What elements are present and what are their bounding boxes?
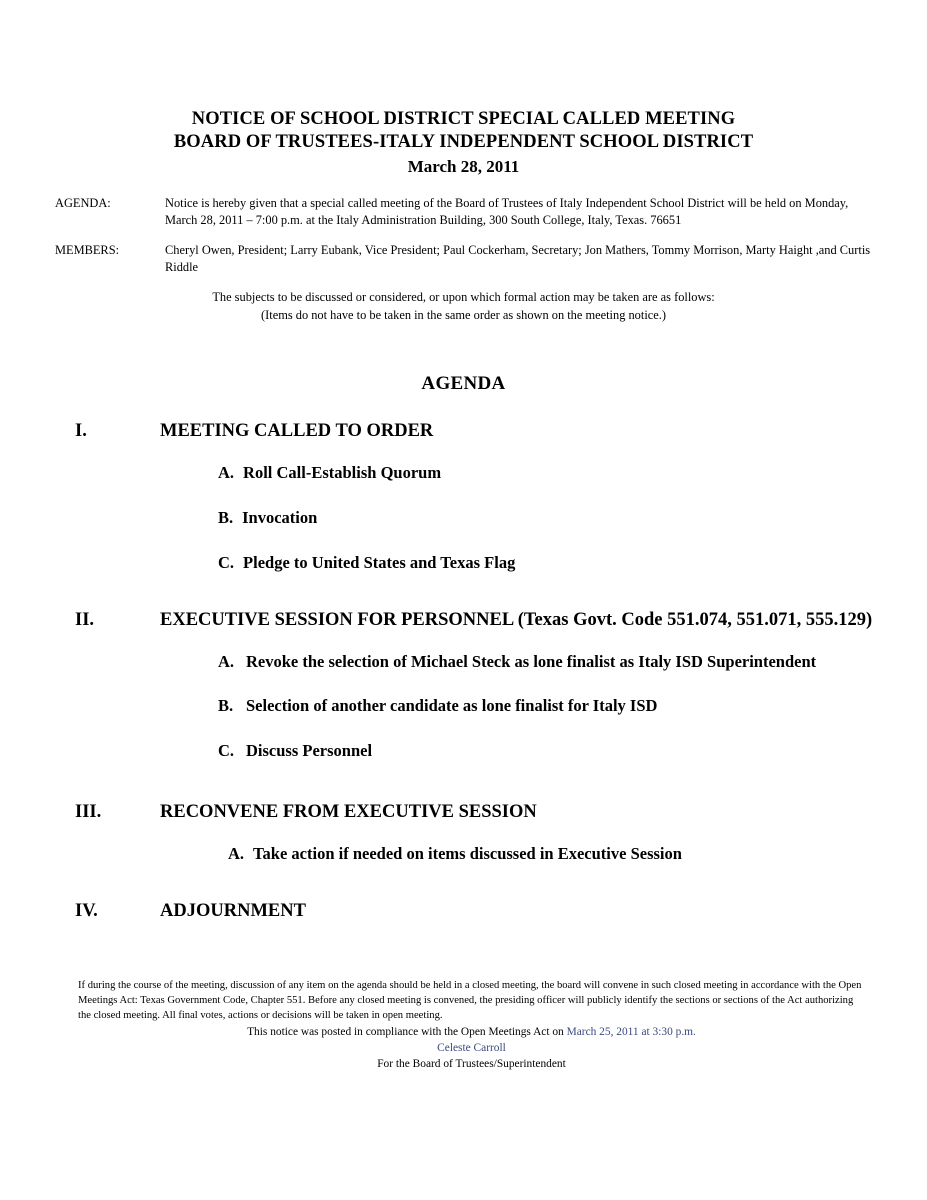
section-heading-iv	[0, 901, 927, 922]
section-numeral-iii: III.	[75, 802, 102, 822]
members-text: Cheryl Owen, President; Larry Eubank, Vice President; Paul Cockerham, Secretary; Jon Mathers, Tommy Morrison, Marty Haight ,and Curtis Riddle	[165, 243, 871, 275]
section-numeral-iv: IV.	[75, 900, 98, 921]
agenda-section-i	[0, 421, 927, 573]
section-numeral-ii: II.	[75, 609, 95, 630]
footer-disclaimer: If during the course of the meeting, discussion of any item on the agenda should be held in a closed meeting, the board will convene in such closed meeting in accordance with the Open Meetings Act: Texas Government Code, Chapter 551. Before any closed meeting is convened, the presiding officer will publicly identify the sections or sections of the Act authorizing the closed meeting. All final votes, actions or decisions will be taken in open meeting.	[78, 979, 862, 1021]
agenda-item	[0, 552, 927, 574]
agenda-heading: AGENDA	[421, 373, 506, 395]
agenda-item	[0, 843, 927, 865]
item-letter: B.	[218, 508, 234, 528]
subjects-line-2: (Items do not have to be taken in the same order as shown on the meeting notice.)	[261, 308, 666, 323]
item-letter: A.	[218, 463, 235, 483]
agenda-text: Notice is hereby given that a special called meeting of the Board of Trustees of Italy Independent School District will be held on Monday, March 28, 2011 – 7:00 p.m. at the Italy Administration Building, 300 South College, Italy, Texas. 76651	[165, 196, 849, 228]
item-letter: C.	[218, 741, 235, 761]
members-label: MEMBERS:	[55, 243, 120, 258]
title-line-2: BOARD OF TRUSTEES-ITALY INDEPENDENT SCHOOL DISTRICT	[173, 132, 754, 153]
meta-block	[0, 195, 927, 276]
item-text: Pledge to United States and Texas Flag	[243, 552, 516, 572]
signer-role: For the Board of Trustees/Superintendent	[377, 1058, 566, 1071]
item-text: Take action if needed on items discussed in Executive Session	[253, 844, 682, 863]
item-text: Discuss Personnel	[246, 741, 373, 761]
footer-posted-line	[78, 1024, 865, 1040]
subjects-line-1: The subjects to be discussed or considered, or upon which formal action may be taken are as follows:	[212, 290, 715, 305]
item-text: Revoke the selection of Michael Steck as lone finalist as Italy ISD Superintendent	[246, 651, 817, 671]
section-heading-iii	[0, 802, 927, 823]
section-title-iv: ADJOURNMENT	[160, 900, 306, 921]
agenda-item	[0, 507, 927, 529]
section-heading-ii	[0, 610, 927, 631]
section-items-i	[0, 462, 927, 573]
section-heading-i	[0, 421, 927, 442]
posted-datetime: March 25, 2011 at 3:30 p.m.	[566, 1025, 696, 1038]
agenda-item	[0, 462, 927, 484]
signer-name: Celeste Carroll	[437, 1042, 506, 1055]
item-text: Invocation	[242, 508, 318, 528]
item-letter: B.	[218, 696, 234, 716]
item-text: Selection of another candidate as lone finalist for Italy ISD	[246, 696, 658, 716]
members-meta-row	[55, 242, 882, 276]
agenda-item	[0, 695, 927, 717]
item-letter: A.	[218, 651, 235, 671]
subjects-note	[0, 289, 927, 325]
item-text: Roll Call-Establish Quorum	[243, 463, 442, 483]
section-title-iii: RECONVENE FROM EXECUTIVE SESSION	[160, 802, 537, 822]
document-footer	[0, 978, 927, 1073]
agenda-item	[0, 651, 927, 673]
section-numeral-i: I.	[75, 421, 87, 442]
section-title-i: MEETING CALLED TO ORDER	[160, 421, 434, 442]
section-items-ii	[0, 651, 927, 762]
agenda-meta-row	[55, 195, 882, 229]
agenda-section-iii	[0, 802, 927, 865]
item-letter: A.	[228, 844, 245, 863]
item-letter: C.	[218, 552, 235, 572]
document-title-block	[0, 0, 927, 177]
agenda-sections	[0, 421, 927, 921]
agenda-section-ii	[0, 610, 927, 762]
agenda-section-iv	[0, 901, 927, 922]
posted-prefix: This notice was posted in compliance with the Open Meetings Act on	[247, 1025, 567, 1038]
section-title-ii: EXECUTIVE SESSION FOR PERSONNEL (Texas Govt. Code 551.074, 551.071, 555.129)	[160, 609, 873, 630]
agenda-item	[0, 740, 927, 762]
title-date: March 28, 2011	[407, 156, 520, 176]
agenda-label: AGENDA:	[55, 196, 111, 210]
section-items-iii	[0, 843, 927, 865]
title-line-1: NOTICE OF SCHOOL DISTRICT SPECIAL CALLED MEETING	[191, 109, 736, 129]
